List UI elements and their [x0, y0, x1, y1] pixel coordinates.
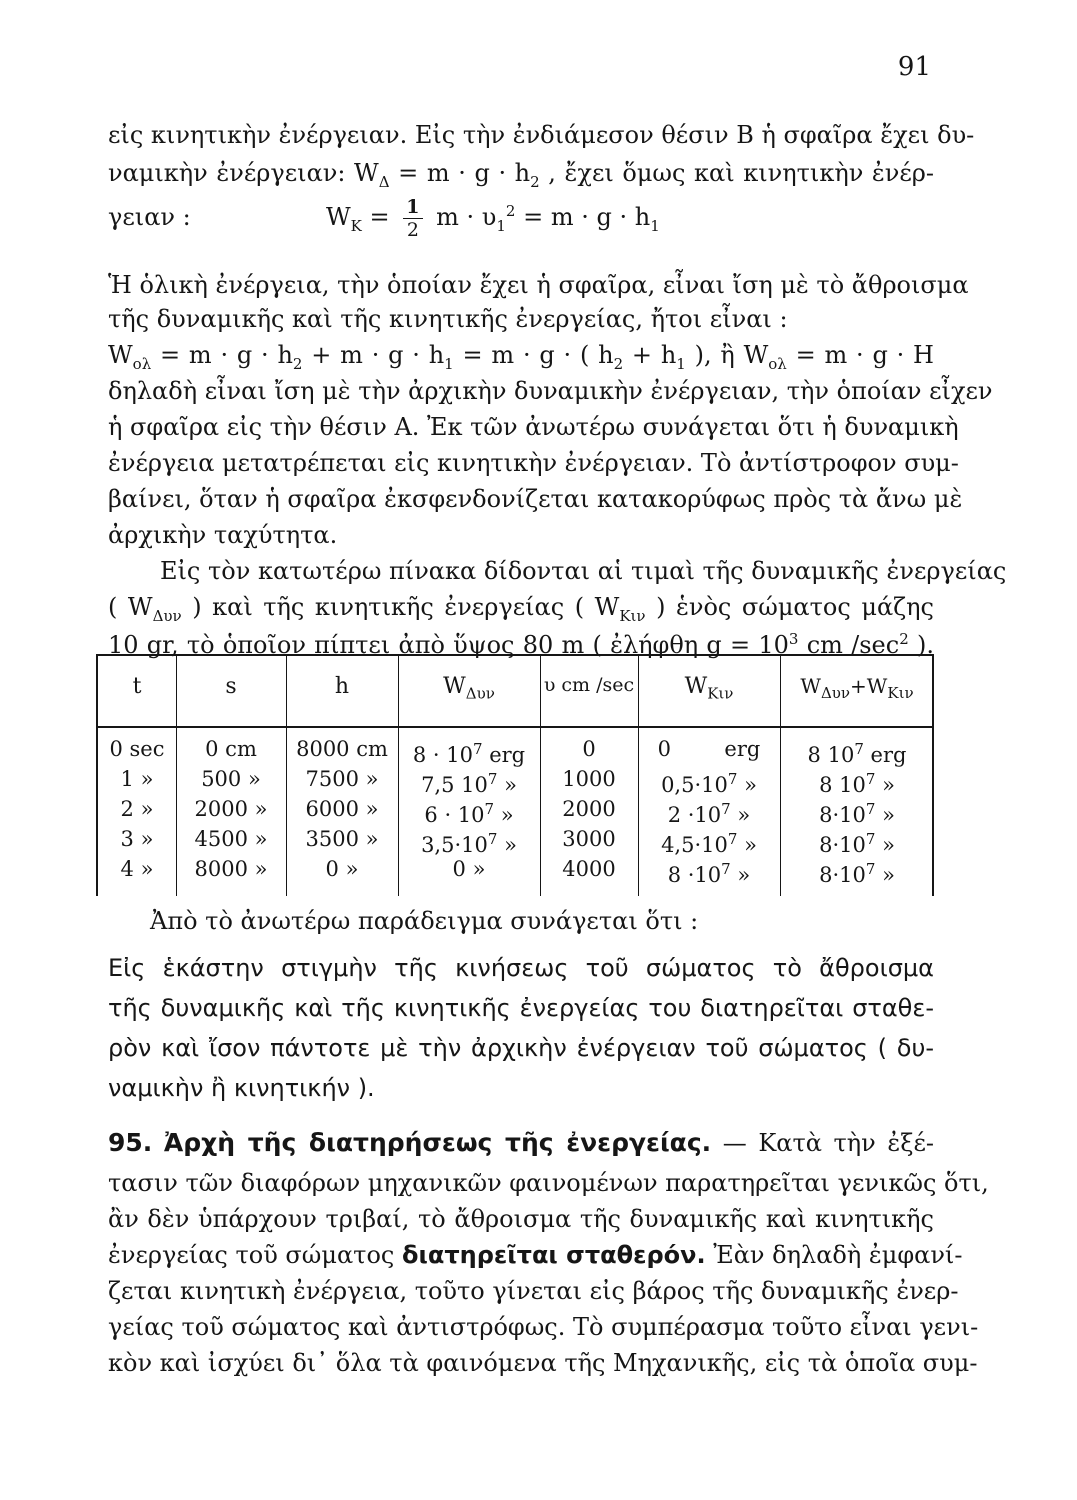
- table-cell: 7500 »: [305, 767, 379, 791]
- table-row: [98, 824, 932, 857]
- conclusion-line: τῆς δυναμικῆς καὶ τῆς κινητικῆς ἐνεργείας του διατηρεῖται σταθε-: [108, 994, 934, 1022]
- text-line: τασιν τῶν διαφόρων μηχανικῶν φαινομένων παρατηρεῖται γενικῶς ὅτι,: [108, 1169, 989, 1197]
- text-line: κὸν καὶ ἰσχύει δι᾽ ὅλα τὰ φαινόμενα τῆς Μηχανικῆς, εἰς τὰ ὁποῖα συμ-: [108, 1349, 978, 1377]
- table-cell: $8\cdot 10^7$ »: [819, 800, 895, 827]
- fraction-denominator: 2: [406, 219, 419, 241]
- text-line: 10 gr, τὸ ὁποῖον πίπτει ἀπὸ ὕψος 80 m ( ἐλήφθη $g = 10^3$ cm $/\sec^2$ ).: [108, 630, 934, 659]
- conclusion-line: ναμικὴν ἢ κινητικήν ).: [108, 1074, 375, 1102]
- table-header: $W_{K\iota\nu}$: [684, 674, 734, 703]
- fraction: [403, 196, 422, 241]
- text-line: [108, 1240, 963, 1270]
- text-line: ἀρχικὴν ταχύτητα.: [108, 521, 338, 549]
- table-header: υ cm /sec: [543, 674, 635, 696]
- text-fragment: γειαν :: [108, 203, 191, 231]
- table-cell: 2 »: [120, 797, 154, 821]
- table-cell: 8 $10^7$ »: [819, 770, 895, 797]
- table-cell: 8000 »: [194, 857, 268, 881]
- page-number: 91: [897, 52, 931, 82]
- table-row: [98, 854, 932, 887]
- text-line: ναμικὴν ἐνέργειαν: $W_\Delta = m \cdot g \cdot h_2$ , ἔχει ὅμως καὶ κινητικὴν ἐνέρ-: [108, 159, 935, 191]
- table-cell: 1000: [562, 767, 616, 791]
- text-line: ἂν δὲν ὑπάρχουν τριβαί, τὸ ἄθροισμα τῆς δυναμικῆς καὶ κινητικῆς: [108, 1205, 934, 1233]
- table-cell: 2000 »: [194, 797, 268, 821]
- table-header: s: [225, 674, 237, 699]
- table-cell: 1 »: [120, 767, 154, 791]
- text-line: Εἰς τὸν κατωτέρω πίνακα δίδονται αἱ τιμαὶ τῆς δυναμικῆς ἐνεργείας: [160, 557, 1007, 585]
- table-row: [98, 794, 932, 827]
- table-cell: 2000: [562, 797, 616, 821]
- text-line: ζεται κινητικὴ ἐνέργεια, τοῦτο γίνεται εἰς βάρος τῆς δυναμικῆς ἐνερ-: [108, 1277, 959, 1305]
- fraction-numerator: 1: [403, 196, 422, 219]
- formula-line: $W_{o\lambda} = m \cdot g \cdot h_2 + m \cdot g \cdot h_1 = m \cdot g$ · ( $h_2 + h_1$ ), ἢ $W_{o\lambda} = m \cdot g \cdot H$: [108, 341, 934, 373]
- text-line: τῆς δυναμικῆς καὶ τῆς κινητικῆς ἐνεργείας, ἤτοι εἶναι :: [108, 305, 788, 333]
- table-cell: 4000: [562, 857, 616, 881]
- table-header: $W_{\Delta\upsilon\nu}+W_{K\iota\nu}$: [800, 674, 914, 702]
- table-cell: 0: [582, 737, 596, 761]
- table-cell: 500 »: [201, 767, 261, 791]
- text-fragment: — Κατὰ τὴν ἐξέ-: [722, 1129, 934, 1157]
- table-row: [98, 734, 932, 767]
- table-cell: 4 »: [120, 857, 154, 881]
- table-cell: 7,5 $10^7$ »: [421, 770, 517, 797]
- formula-fragment: $m \cdot \upsilon_1^2 = m \cdot g \cdot h_1$: [436, 202, 660, 235]
- section-heading-line: [108, 1126, 934, 1160]
- table-cell: $8\cdot 10^7$ »: [819, 830, 895, 857]
- text-line: Ἡ ὁλικὴ ἐνέργεια, τὴν ὁποίαν ἔχει ἡ σφαῖρα, εἶναι ἴση μὲ τὸ ἄθροισμα: [108, 271, 969, 299]
- table-row: [98, 764, 932, 797]
- text-line: γείας τοῦ σώματος καὶ ἀντιστρόφως. Τὸ συμπέρασμα τοῦτο εἶναι γενι-: [108, 1313, 979, 1341]
- section-number: 95.: [108, 1128, 153, 1157]
- section-title: Ἀρχὴ τῆς διατηρήσεως τῆς ἐνεργείας.: [163, 1128, 712, 1157]
- table-cell: 8 $10^7$ erg: [807, 740, 907, 767]
- table-cell: 6000 »: [305, 797, 379, 821]
- table-cell: 0 »: [325, 857, 359, 881]
- table-cell: $0,5\cdot 10^7$ »: [661, 770, 757, 797]
- text-line: ἐνέργεια μετατρέπεται εἰς κινητικὴν ἐνέργειαν. Τὸ ἀντίστροφον συμ-: [108, 449, 959, 477]
- conclusion-line: ρὸν καὶ ἴσον πάντοτε μὲ τὴν ἀρχικὴν ἐνέργειαν τοῦ σώματος ( δυ-: [108, 1034, 934, 1062]
- text-line: ( $W_{\Delta\upsilon\nu}$ ) καὶ τῆς κινητικῆς ἐνεργείας ( $W_{K\iota\nu}$ ) ἑνὸς σώματος μάζης: [108, 593, 934, 625]
- text-line: εἰς κινητικὴν ἐνέργειαν. Εἰς τὴν ἐνδιάμεσον θέσιν Β ἡ σφαῖρα ἔχει δυ-: [108, 121, 975, 149]
- table-header: h: [334, 674, 350, 699]
- text-line: βαίνει, ὅταν ἡ σφαῖρα ἐκσφενδονίζεται κατακορύφως πρὸς τὰ ἄνω μὲ: [108, 485, 963, 513]
- table-cell: $8\cdot 10^7$ »: [819, 860, 895, 887]
- table-cell: 0 cm: [205, 737, 257, 761]
- text-line: ἡ σφαῖρα εἰς τὴν θέσιν Α. Ἐκ τῶν ἀνωτέρω συνάγεται ὅτι ἡ δυναμικὴ: [108, 413, 959, 441]
- table-cell: 3000: [562, 827, 616, 851]
- table-cell: 0 sec: [109, 737, 165, 761]
- energy-table: [96, 654, 934, 896]
- table-cell: 4500 »: [194, 827, 268, 851]
- conclusion-line: Εἰς ἑκάστην στιγμὴν τῆς κινήσεως τοῦ σώματος τὸ ἄθροισμα: [108, 954, 934, 982]
- bold-phrase: διατηρεῖται σταθερόν.: [402, 1241, 706, 1269]
- table-header: t: [132, 674, 142, 699]
- table-cell: 3 »: [120, 827, 154, 851]
- table-cell: $6 \cdot 10^7$ »: [424, 800, 514, 827]
- table-cell: $2 \cdot 10^7$ »: [667, 800, 751, 827]
- table-cell: 8000 cm: [296, 737, 388, 761]
- table-cell: $8 \cdot 10^7$ »: [667, 860, 751, 887]
- formula-fragment: $W_K$ =: [325, 203, 390, 235]
- formula-line: [108, 196, 934, 241]
- text-fragment: ἐνεργείας τοῦ σώματος: [108, 1241, 395, 1269]
- table-cell: 0 erg: [657, 737, 761, 761]
- text-fragment: Ἐὰν δηλαδὴ ἐμφανί-: [713, 1241, 963, 1269]
- table-cell: 3500 »: [305, 827, 379, 851]
- table-header: $W_{\Delta\upsilon\nu}$: [443, 674, 495, 703]
- table-cell: $8 \cdot 10^7$ erg: [412, 740, 526, 767]
- table-cell: 0 »: [452, 857, 486, 881]
- text-line: δηλαδὴ εἶναι ἴση μὲ τὴν ἀρχικὴν δυναμικὴν ἐνέργειαν, τὴν ὁποίαν εἶχεν: [108, 377, 993, 405]
- table-cell: $4,5\cdot 10^7$ »: [661, 830, 757, 857]
- text-line: Ἀπὸ τὸ ἀνωτέρω παράδειγμα συνάγεται ὅτι :: [150, 907, 699, 935]
- table-cell: $3,5\cdot 10^7$ »: [421, 830, 517, 857]
